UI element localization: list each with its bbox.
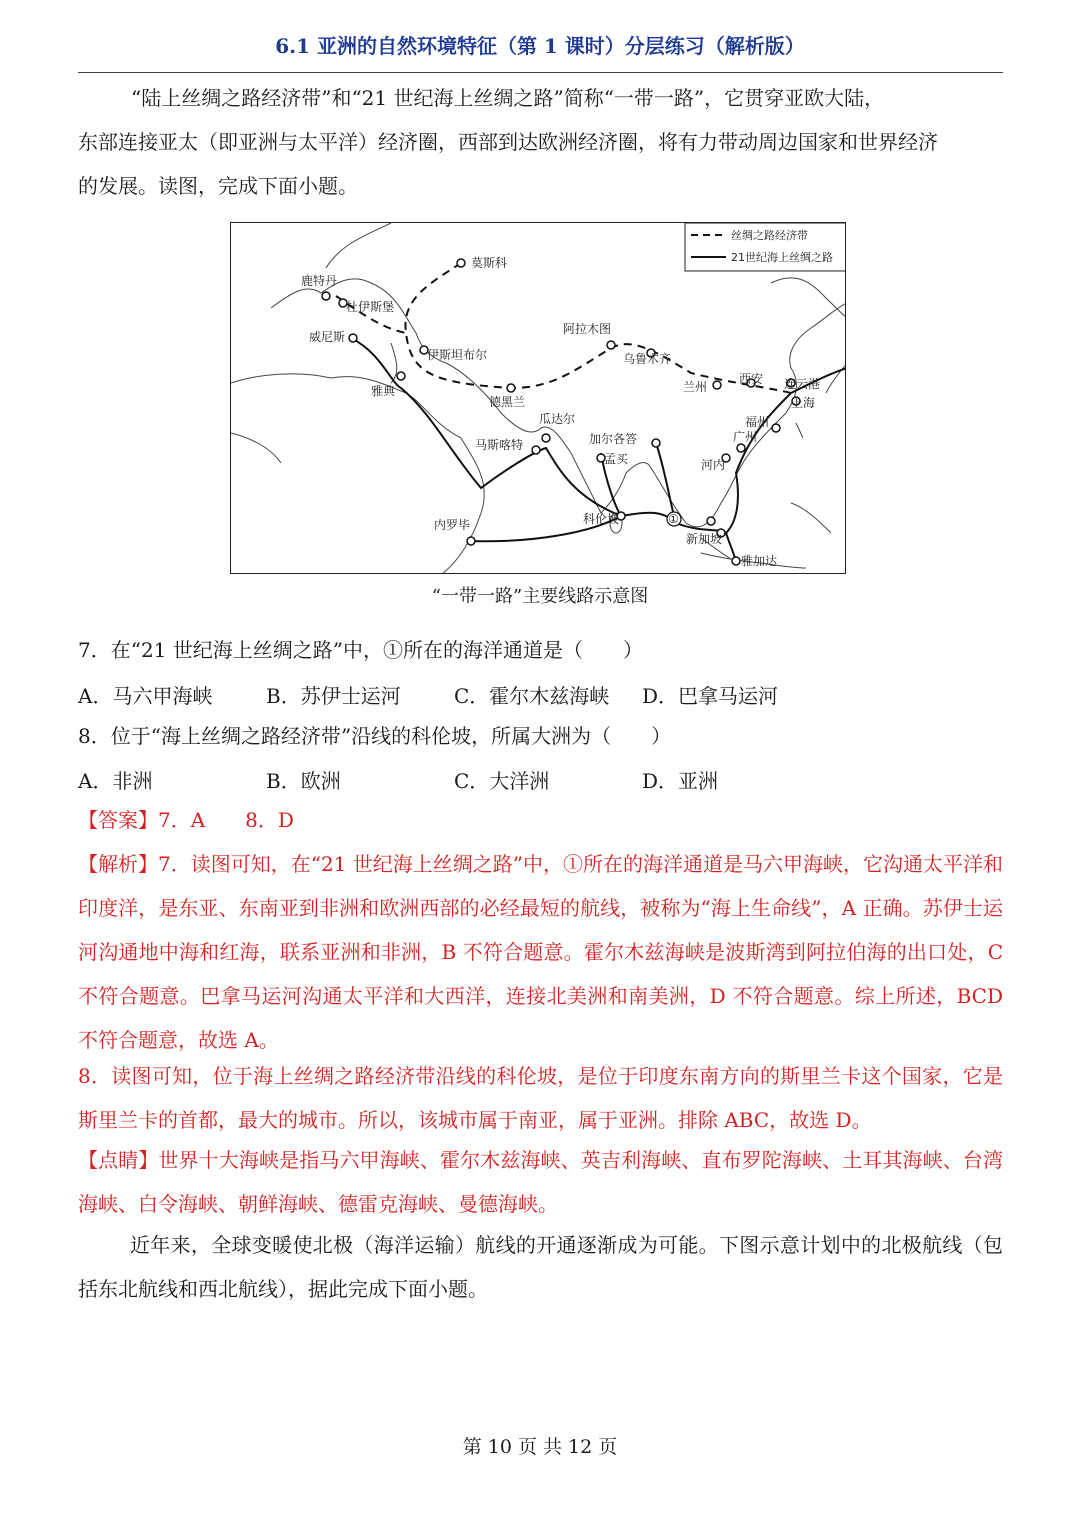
answer-line: 【答案】7．A 8．D [78,808,294,832]
label-almaty: 阿拉木图 [563,322,612,336]
label-shanghai: 上海 [791,396,816,410]
label-guangzhou: 广州 [733,430,758,444]
label-kolkata: 加尔各答 [589,432,638,446]
label-lianyungang: 连云港 [784,377,821,391]
page-number: 第 10 页 共 12 页 [462,1436,618,1458]
label-urumqi: 乌鲁木齐 [623,352,672,366]
label-xian: 西安 [739,372,764,386]
label-gwadar: 瓜达尔 [539,412,576,426]
label-nairobi: 内罗毕 [434,518,471,532]
sea-route-kolkata [656,443,676,523]
map-drawing [231,223,846,574]
label-fuzhou: 福州 [745,415,770,429]
q7-option-a: A．马六甲海峡 [78,684,213,708]
city-labels [301,255,820,568]
question-7-stem: 7．在“21 世纪海上丝绸之路”中，①所在的海洋通道是（ ） [78,638,643,662]
legend-land-label: 丝绸之路经济带 [731,229,808,242]
q8-option-c: C．大洋洲 [454,769,550,793]
map-caption: “一带一路”主要线路示意图 [431,586,649,607]
q7-option-b: B．苏伊士运河 [266,684,401,708]
question-8-stem: 8．位于“海上丝绸之路经济带”沿线的科伦坡，所属大洲为（ ） [78,724,672,748]
analysis-tip: 【点睛】世界十大海峡是指马六甲海峡、霍尔木兹海峡、英吉利海峡、直布罗陀海峡、土耳其海峡、台湾海峡、白令海峡、朝鲜海峡、德雷克海峡、曼德海峡。 [78,1148,1003,1216]
analysis-q8: 8．读图可知，位于海上丝绸之路经济带沿线的科伦坡，是位于印度东南方向的斯里兰卡这个国家，它是斯里兰卡的首都，最大的城市。所以，该城市属于南亚，属于亚洲。排除 ABC，故选 D。 [78,1064,1003,1132]
intro-line-1: “陆上丝绸之路经济带”和“21 世纪海上丝绸之路”简称“一带一路”，它贯穿亚欧大陆， [131,86,885,110]
map-legend [685,223,846,271]
legend-sea-label: 21世纪海上丝绸之路 [731,251,833,264]
label-colombo: 科伦坡 [583,512,620,526]
q8-option-a: A．非洲 [78,769,153,793]
next-intro-paragraph: 近年来，全球变暖使北极（海洋运输）航线的开通逐渐成为可能。下图示意计划中的北极航线（包括东北航线和西北航线），据此完成下面小题。 [78,1233,1003,1301]
intro-line-3: 的发展。读图，完成下面小题。 [78,174,358,198]
label-muscat: 马斯喀特 [475,438,524,452]
label-hanoi: 河内 [701,458,726,472]
label-rotterdam: 鹿特丹 [301,274,338,288]
header-divider [78,72,1003,73]
belt-road-map [230,222,846,574]
label-marker-1: ① [668,512,679,526]
q7-option-d: D．巴拿马运河 [642,684,779,708]
intro-line-2: 东部连接亚太（即亚洲与太平洋）经济圈，西部到达欧洲经济圈，将有力带动周边国家和世界经济 [78,130,938,154]
analysis-q7: 【解析】7．读图可知，在“21 世纪海上丝绸之路”中，①所在的海洋通道是马六甲海峡，它沟通太平洋和印度洋，是东亚、东南亚到非洲和欧洲西部的必经最短的航线，被称为“海上生命线”，A 正确。苏伊士运河沟通地中海和红海，联系亚洲和非洲，B 不符合题意。霍尔木兹海峡是波斯湾到阿拉伯海的出口处，C 不符合题意。巴拿马运河沟通太平洋和大西洋，连接北美洲和南美洲，D 不符合题意。综上所述，BCD 不符合题意，故选 A。 [78,852,1003,1052]
q8-option-d: D．亚洲 [642,769,719,793]
label-athens: 雅典 [371,384,396,398]
q7-option-c: C．霍尔木兹海峡 [454,684,610,708]
label-singapore: 新加坡 [686,532,723,546]
label-lanzhou: 兰州 [683,380,708,394]
label-tehran: 德黑兰 [489,395,526,409]
page-title: 6.1 亚洲的自然环境特征（第 1 课时）分层练习（解析版） [275,34,805,58]
label-venice: 威尼斯 [309,330,346,344]
label-moscow: 莫斯科 [471,256,508,270]
label-duisburg: 杜伊斯堡 [346,300,395,314]
label-jakarta: 雅加达 [741,554,778,568]
q8-option-b: B．欧洲 [266,769,341,793]
label-mumbai: 孟买 [604,452,629,466]
label-istanbul: 伊斯坦布尔 [427,348,488,362]
